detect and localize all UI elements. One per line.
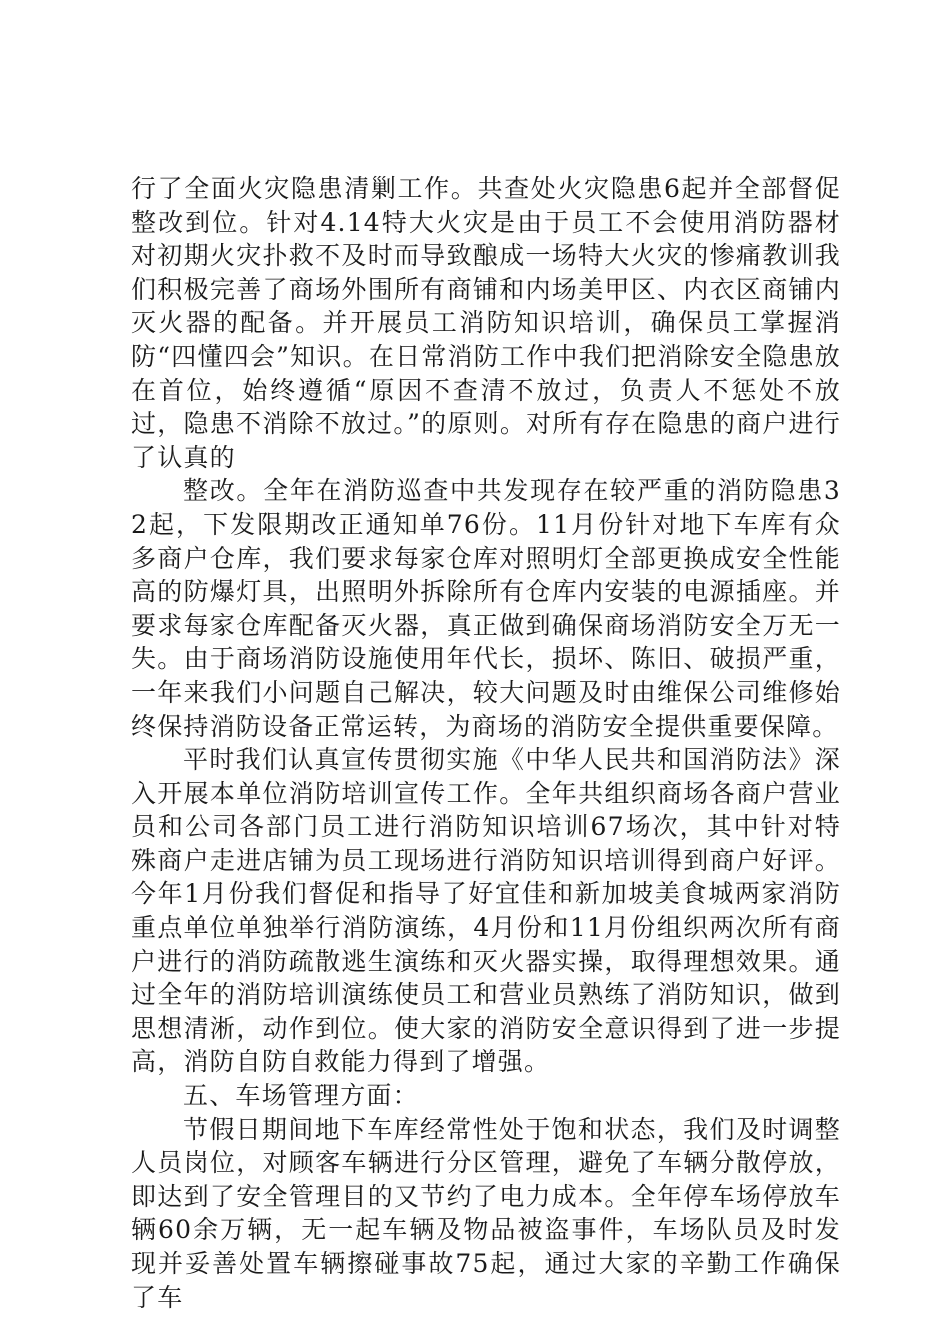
- paragraph-rectification: 整改。全年在消防巡查中共发现存在较严重的消防隐患32起，下发限期改正通知单76份。11月份针对地下车库有众多商户仓库，我们要求每家仓库对照明灯全部更换成安全性能高的防爆灯具，出照明外拆除所有仓库内安装的电源插座。并要求每家仓库配备灭火器，真正做到确保商场消防安全万无一失。由于商场消防设施使用年代长，损坏、陈旧、破损严重，一年来我们小问题自己解决，较大问题及时由维保公司维修始终保持消防设备正常运转，为商场的消防安全提供重要保障。: [131, 476, 841, 741]
- document-body: [131, 172, 841, 1314]
- paragraph-fire-training: 平时我们认真宣传贯彻实施《中华人民共和国消防法》深入开展本单位消防培训宣传工作。全年共组织商场各商户营业员和公司各部门员工进行消防知识培训67场次，其中针对特殊商户走进店铺为员工现场进行消防知识培训得到商户好评。今年1月份我们督促和指导了好宜佳和新加坡美食城两家消防重点单位单独举行消防演练，4月份和11月份组织两次所有商户进行的消防疏散逃生演练和灭火器实操，取得理想效果。通过全年的消防培训演练使员工和营业员熟练了消防知识，做到思想清淅，动作到位。使大家的消防安全意识得到了进一步提高，消防自防自救能力得到了增强。: [131, 745, 841, 1077]
- paragraph-parking-management: 节假日期间地下车库经常性处于饱和状态，我们及时调整人员岗位，对顾客车辆进行分区管理，避免了车辆分散停放，即达到了安全管理目的又节约了电力成本。全年停车场停放车辆60余万辆，无一起车辆及物品被盗事件，车场队员及时发现并妥善处置车辆擦碰事故75起，通过大家的辛勤工作确保了车: [131, 1114, 841, 1312]
- paragraph-fire-inspection: 行了全面火灾隐患清剿工作。共查处火灾隐患6起并全部督促整改到位。针对4.14特大火灾是由于员工不会使用消防器材对初期火灾扑救不及时而导致酿成一场特大火灾的惨痛教训我们积极完善了商场外围所有商铺和内场美甲区、内衣区商铺内灭火器的配备。并开展员工消防知识培训，确保员工掌握消防“四懂四会”知识。在日常消防工作中我们把消除安全隐患放在首位，始终遵循“原因不查清不放过，负责人不惩处不放过，隐患不消除不放过。”的原则。对所有存在隐患的商户进行了认真的: [131, 174, 841, 472]
- section-heading-parking: 五、车场管理方面：: [183, 1081, 419, 1111]
